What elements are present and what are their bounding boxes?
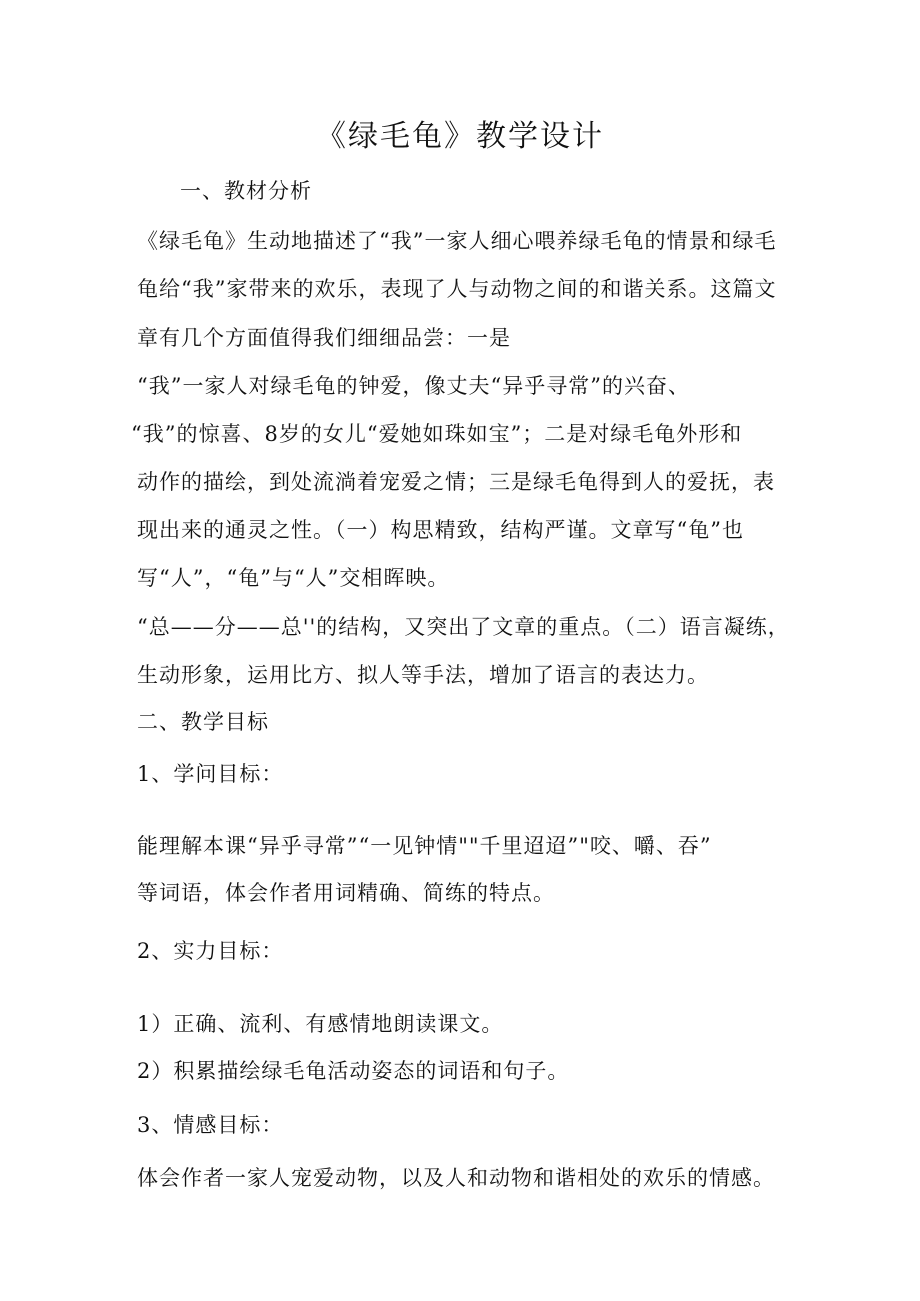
paragraph-line: 《绿毛龟》生动地描述了“我”一家人细心喂养绿毛龟的情景和绿毛 xyxy=(137,229,777,253)
paragraph-line: 生动形象，运用比方、拟人等手法，增加了语言的表达力。 xyxy=(137,663,709,687)
paragraph-line: 等词语，体会作者用词精确、简练的特点。 xyxy=(137,881,555,905)
section-heading-objectives: 二、教学目标 xyxy=(137,710,269,734)
paragraph-line: 龟给“我”家带来的欢乐，表现了人与动物之间的和谐关系。这篇文 xyxy=(137,277,777,301)
subsection-heading-emotion: 3、情感目标： xyxy=(137,1113,284,1137)
list-item: 2）积累描绘绿毛龟活动姿态的词语和句子。 xyxy=(137,1059,570,1083)
paragraph-line: “总——分——总''的结构，又突出了文章的重点。（二）语言凝练， xyxy=(137,615,790,639)
paragraph-line: “我”一家人对绿毛龟的钟爱，像丈夫“异乎寻常”的兴奋、 xyxy=(137,374,690,398)
paragraph-line: 写“人”，“龟”与“人”交相晖映。 xyxy=(137,566,450,590)
paragraph-line: “我”的惊喜、8岁的女儿“爱她如珠如宝”；二是对绿毛龟外形和 xyxy=(131,422,743,446)
subsection-heading-knowledge: 1、学问目标： xyxy=(137,762,284,786)
paragraph-line: 能理解本课“异乎寻常”“一见钟情""千里迢迢”"咬、嚼、吞” xyxy=(137,834,712,858)
paragraph-line: 动作的描绘，到处流淌着宠爱之情；三是绿毛龟得到人的爱抚，表 xyxy=(137,470,775,494)
paragraph-line: 体会作者一家人宠爱动物，以及人和动物和谐相处的欢乐的情感。 xyxy=(137,1166,775,1190)
section-heading-materials: 一、教材分析 xyxy=(180,179,312,203)
paragraph-line: 章有几个方面值得我们细细品尝：一是 xyxy=(137,326,511,350)
paragraph-line: 现出来的通灵之性。（一）构思精致，结构严谨。文章写“龟”也 xyxy=(137,518,744,542)
subsection-heading-ability: 2、实力目标： xyxy=(137,939,284,963)
list-item: 1）正确、流利、有感情地朗读课文。 xyxy=(137,1012,504,1036)
document-title: 《绿毛龟》教学设计 xyxy=(316,119,604,154)
